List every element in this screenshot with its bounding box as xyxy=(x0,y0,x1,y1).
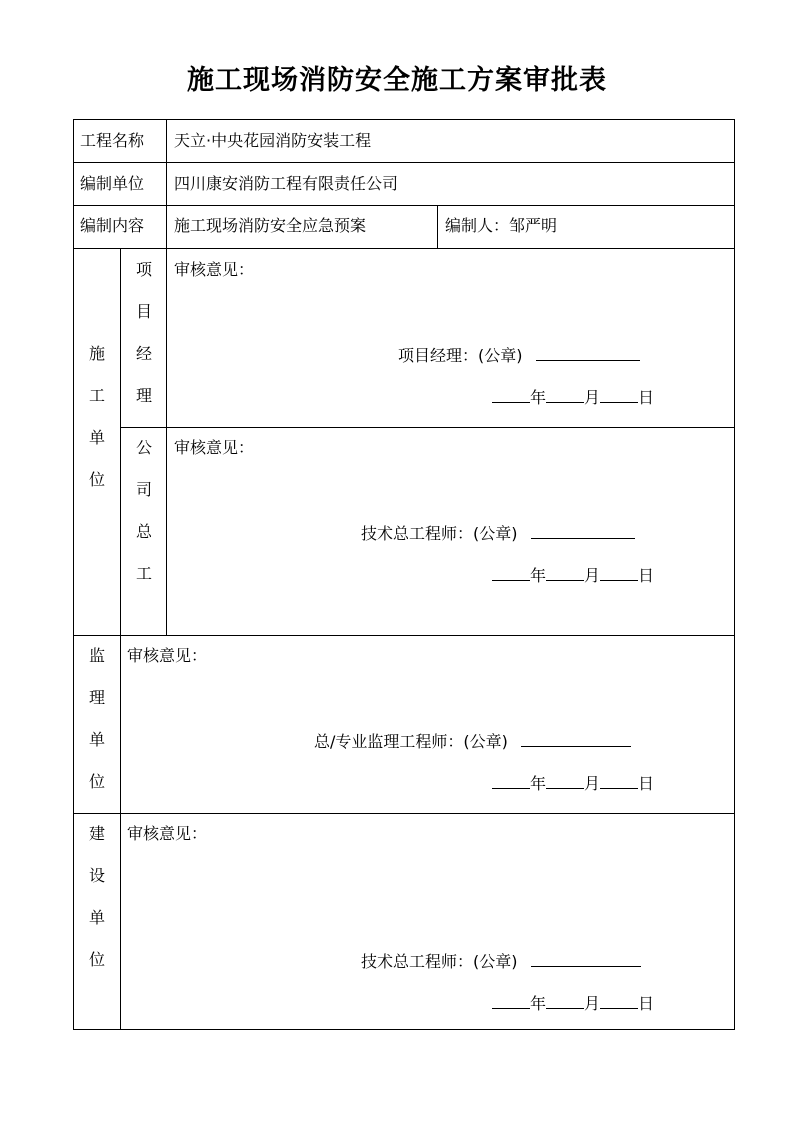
year-label: 年 xyxy=(530,566,547,585)
project-name-value: 天立·中央花园消防安装工程 xyxy=(174,131,372,150)
day-blank[interactable] xyxy=(600,772,638,789)
day-blank[interactable] xyxy=(600,992,638,1009)
year-blank[interactable] xyxy=(492,386,530,403)
table-line xyxy=(73,1029,735,1030)
author-label: 编制人：邹严明 xyxy=(445,216,558,235)
month-label: 月 xyxy=(584,388,601,407)
day-blank[interactable] xyxy=(600,564,638,581)
table-line xyxy=(73,119,74,1030)
ce-signature-row xyxy=(361,522,635,544)
owner-opinion-label: 审核意见： xyxy=(127,824,208,843)
table-line xyxy=(166,119,167,249)
owner-signature-blank[interactable] xyxy=(531,950,641,967)
month-label: 月 xyxy=(584,566,601,585)
month-label: 月 xyxy=(584,994,601,1013)
table-line xyxy=(734,119,735,1030)
prepared-unit-label: 编制单位 xyxy=(80,174,145,193)
table-line xyxy=(437,205,438,249)
form-title: 施工现场消防安全施工方案审批表 xyxy=(187,65,607,96)
table-line xyxy=(120,248,121,1030)
month-blank[interactable] xyxy=(546,772,584,789)
supervision-signature-row xyxy=(314,730,631,752)
year-label: 年 xyxy=(530,994,547,1013)
year-blank[interactable] xyxy=(492,772,530,789)
table-line xyxy=(73,205,735,206)
supervision-signature-blank[interactable] xyxy=(521,730,631,747)
year-blank[interactable] xyxy=(492,992,530,1009)
ce-signer-label: 技术总工程师：(公章) xyxy=(361,524,518,543)
table-line xyxy=(73,248,735,249)
ce-signature-blank[interactable] xyxy=(531,522,635,539)
year-label: 年 xyxy=(530,774,547,793)
supervision-opinion-label: 审核意见： xyxy=(127,646,208,665)
table-line xyxy=(73,119,735,120)
month-blank[interactable] xyxy=(546,992,584,1009)
day-label: 日 xyxy=(638,774,655,793)
owner-signer-label: 技术总工程师：(公章) xyxy=(361,952,518,971)
owner-signature-row xyxy=(361,950,641,972)
year-blank[interactable] xyxy=(492,564,530,581)
day-label: 日 xyxy=(638,994,655,1013)
pm-opinion-label: 审核意见： xyxy=(174,260,255,279)
pm-signature-blank[interactable] xyxy=(536,344,640,361)
table-line xyxy=(73,162,735,163)
supervision-date-row xyxy=(492,772,654,794)
project-name-label: 工程名称 xyxy=(80,131,145,150)
table-line xyxy=(73,635,735,636)
content-value: 施工现场消防安全应急预案 xyxy=(174,216,367,235)
pm-signer-label: 项目经理：(公章) xyxy=(398,346,523,365)
month-label: 月 xyxy=(584,774,601,793)
table-line xyxy=(166,248,167,636)
table-line xyxy=(73,813,735,814)
ce-date-row xyxy=(492,564,654,586)
pm-date-row xyxy=(492,386,654,408)
year-label: 年 xyxy=(530,388,547,407)
owner-date-row xyxy=(492,992,654,1014)
day-blank[interactable] xyxy=(600,386,638,403)
supervision-signer-label: 总/专业监理工程师：(公章) xyxy=(314,732,508,751)
prepared-unit-value: 四川康安消防工程有限责任公司 xyxy=(174,174,399,193)
day-label: 日 xyxy=(638,388,655,407)
content-label: 编制内容 xyxy=(80,216,145,235)
day-label: 日 xyxy=(638,566,655,585)
month-blank[interactable] xyxy=(546,386,584,403)
month-blank[interactable] xyxy=(546,564,584,581)
ce-opinion-label: 审核意见： xyxy=(174,438,255,457)
pm-signature-row xyxy=(398,344,640,366)
table-line xyxy=(120,427,735,428)
